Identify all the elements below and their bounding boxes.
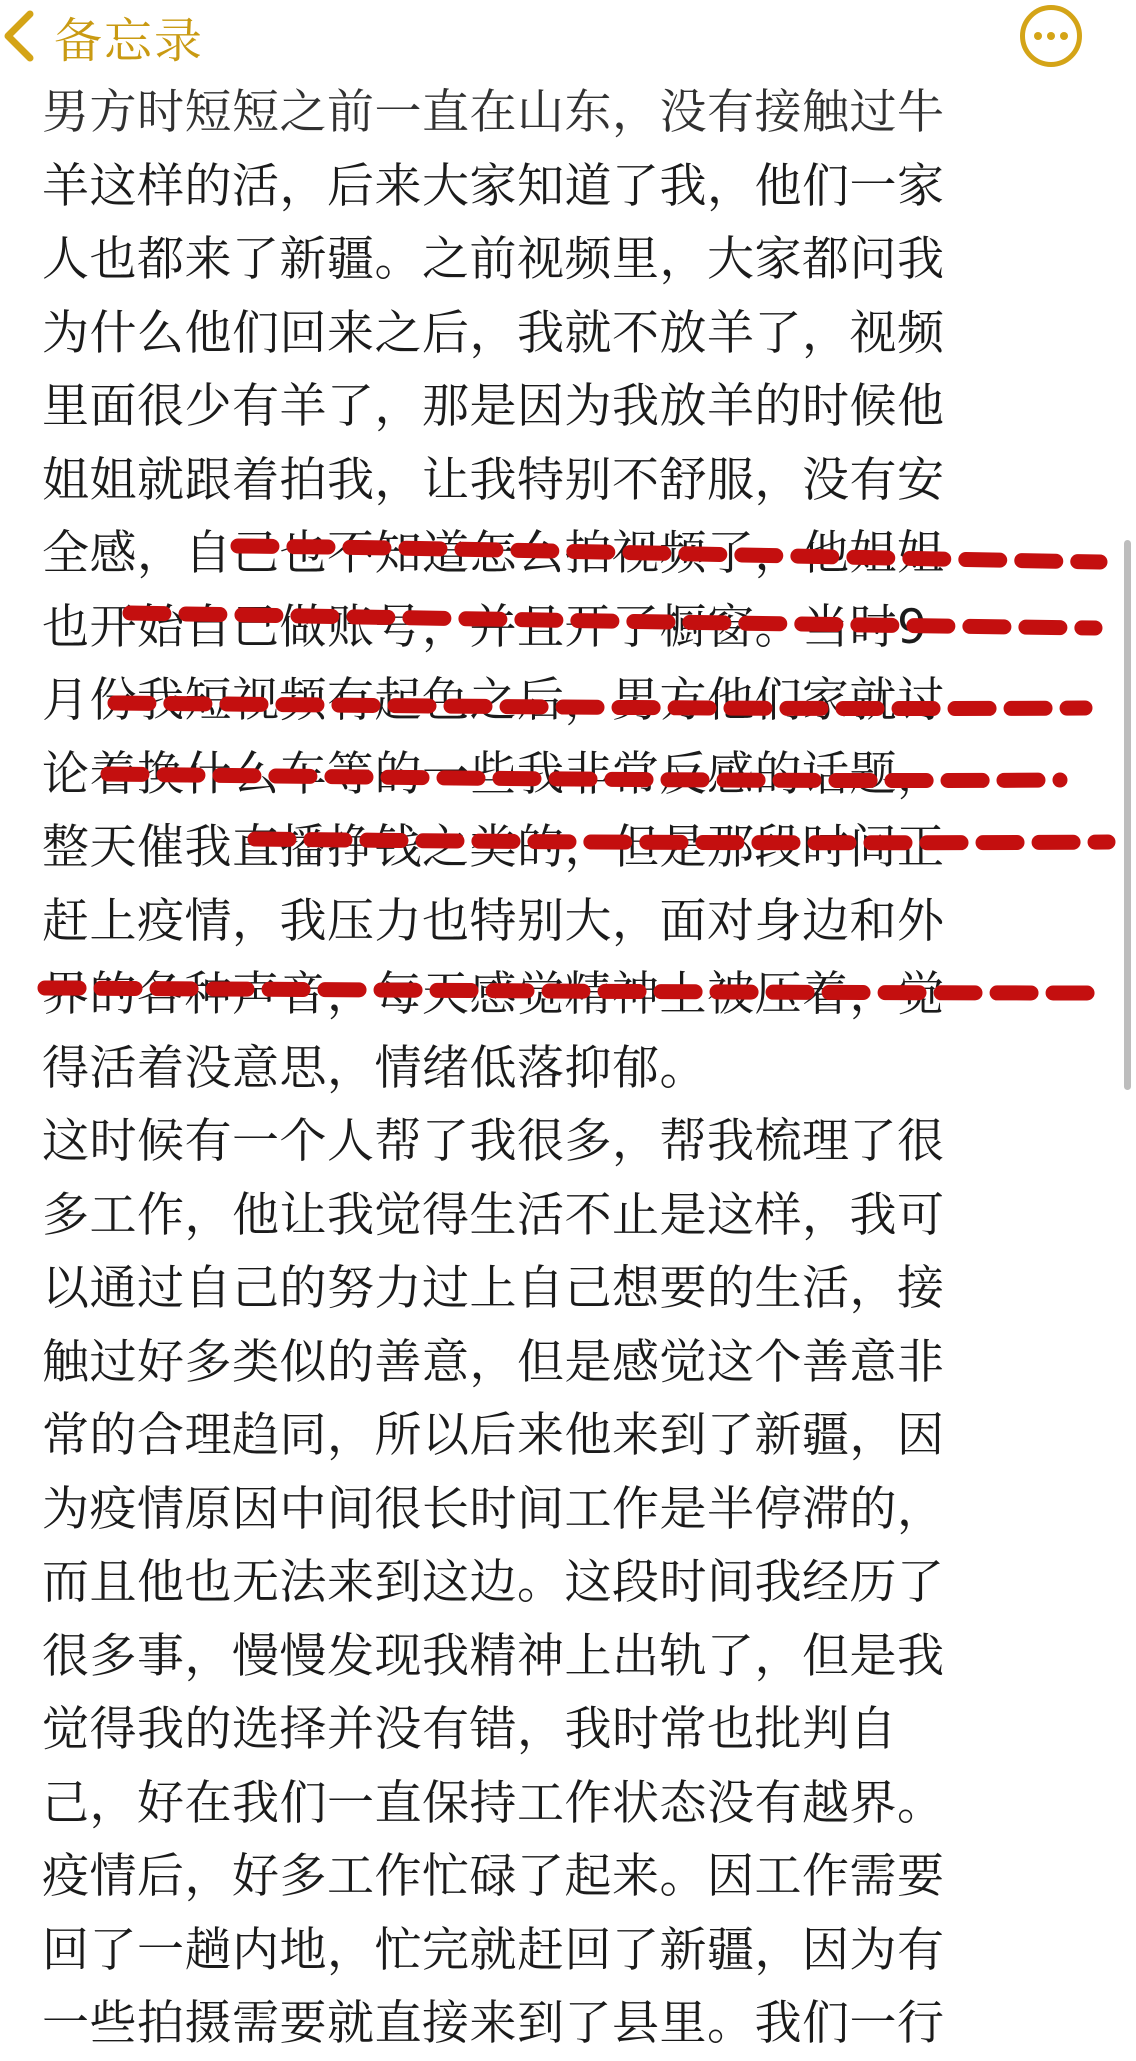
note-line: 姐姐就跟着拍我，让我特别不舒服，没有安 bbox=[42, 452, 945, 508]
navigation-bar bbox=[0, 0, 1136, 80]
note-line: 疫情后，好多工作忙碌了起来。因工作需要 bbox=[42, 1849, 945, 1904]
note-line: 触过好多类似的善意，但是感觉这个善意非 bbox=[42, 1334, 945, 1390]
note-line: 整天催我直播挣钱之类的，但是那段时间正 bbox=[42, 820, 945, 875]
more-button[interactable] bbox=[1020, 5, 1082, 67]
note-line: 常的合理趋同，所以后来他来到了新疆，因 bbox=[42, 1408, 945, 1463]
note-line: 为疫情原因中间很长时间工作是半停滞的， bbox=[42, 1481, 945, 1537]
note-line: 全感，自己也不知道怎么拍视频了，他姐姐 bbox=[42, 526, 945, 581]
ellipsis-circle-icon bbox=[1033, 31, 1069, 41]
note-line: 男方时短短之前一直在山东，没有接触过牛 bbox=[42, 85, 945, 140]
scrollbar[interactable] bbox=[1124, 540, 1131, 1090]
back-button[interactable] bbox=[0, 0, 204, 72]
chevron-left-icon bbox=[0, 6, 44, 66]
note-line: 论着换什么车等的一些我非常反感的话题， bbox=[42, 746, 945, 802]
note-line: 以通过自己的努力过上自己想要的生活，接 bbox=[42, 1261, 945, 1316]
note-line: 里面很少有羊了，那是因为我放羊的时候他 bbox=[42, 379, 945, 434]
note-line: 界的各种声音，每天感觉精神上被压着，觉 bbox=[42, 967, 945, 1022]
note-line: 为什么他们回来之后，我就不放羊了，视频 bbox=[42, 305, 945, 361]
note-line: 回了一趟内地，忙完就赶回了新疆，因为有 bbox=[42, 1922, 945, 1978]
back-label: 备忘录 bbox=[54, 12, 205, 69]
note-line: 得活着没意思，情绪低落抑郁。 bbox=[42, 1040, 707, 1096]
note-line: 这时候有一个人帮了我很多，帮我梳理了很 bbox=[42, 1114, 945, 1169]
note-line: 而且他也无法来到这边。这段时间我经历了 bbox=[42, 1555, 945, 1610]
note-line: 一些拍摄需要就直接来到了县里。我们一行 bbox=[42, 1996, 945, 2051]
note-line: 己，好在我们一直保持工作状态没有越界。 bbox=[42, 1775, 945, 1831]
note-line: 赶上疫情，我压力也特别大，面对身边和外 bbox=[42, 893, 945, 949]
note-line: 人也都来了新疆。之前视频里，大家都问我 bbox=[42, 232, 945, 287]
note-line: 觉得我的选择并没有错，我时常也批判自 bbox=[42, 1702, 897, 1757]
note-line: 多工作，他让我觉得生活不止是这样，我可 bbox=[42, 1187, 945, 1243]
note-line: 羊这样的活，后来大家知道了我，他们一家 bbox=[42, 158, 945, 214]
note-line: 月份我短视频有起色之后，男方他们家就讨 bbox=[42, 673, 945, 728]
note-line: 很多事，慢慢发现我精神上出轨了，但是我 bbox=[42, 1628, 945, 1684]
note-body[interactable] bbox=[42, 76, 1042, 2061]
note-line: 也开始自己做账号，并且开了橱窗。当时9 bbox=[42, 599, 928, 655]
